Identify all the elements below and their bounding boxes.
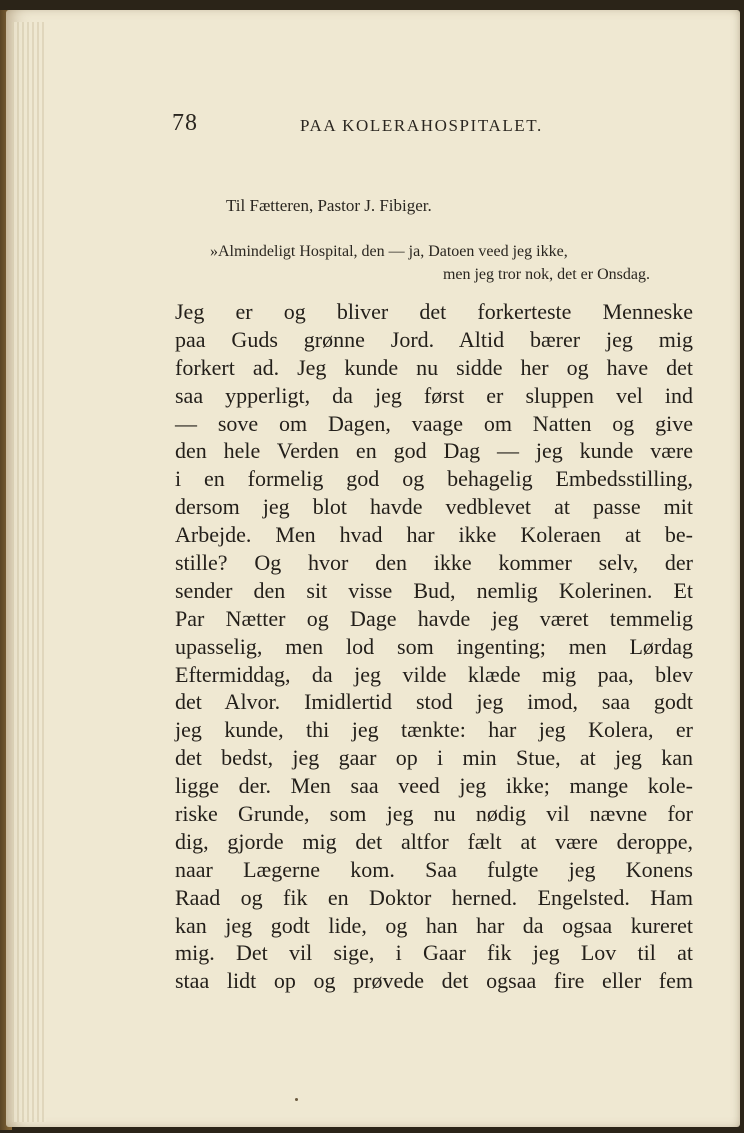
- letter-dateline: [210, 240, 692, 286]
- page-edges: [12, 22, 46, 1122]
- page-header: [172, 110, 697, 140]
- text-line: Eftermiddag, da jeg vilde klæde mig paa, blev: [175, 661, 693, 687]
- text-line: saa ypperligt, da jeg først er sluppen vel ind: [175, 382, 693, 408]
- letter-body: [175, 298, 693, 995]
- dateline-line: »Almindeligt Hospital, den — ja, Datoen veed jeg ikke,: [210, 243, 568, 260]
- text-line: det bedst, jeg gaar op i min Stue, at jeg kan: [175, 745, 693, 771]
- text-line: dig, gjorde mig det altfor fælt at være deroppe,: [175, 828, 693, 854]
- text-line: paa Guds grønne Jord. Altid bærer jeg mig: [175, 326, 693, 352]
- text-line: Raad og fik en Doktor herned. Engelsted. Ham: [175, 884, 693, 910]
- text-line: Par Nætter og Dage havde jeg været temmelig: [175, 605, 693, 631]
- text-line: dersom jeg blot havde vedblevet at passe mit: [175, 494, 693, 520]
- text-line: jeg kunde, thi jeg tænkte: har jeg Kolera, er: [175, 717, 693, 743]
- text-line: Arbejde. Men hvad har ikke Koleraen at be-: [175, 522, 693, 548]
- text-line: stille? Og hvor den ikke kommer selv, der: [175, 550, 693, 576]
- text-line: ligge der. Men saa veed jeg ikke; mange kole-: [175, 773, 693, 799]
- text-line: mig. Det vil sige, i Gaar fik jeg Lov til at: [175, 940, 693, 966]
- text-line: naar Lægerne kom. Saa fulgte jeg Konens: [175, 856, 693, 882]
- dateline-line: men jeg tror nok, det er Onsdag.: [442, 266, 650, 283]
- text-line: sender den sit visse Bud, nemlig Kolerinen. Et: [175, 577, 693, 603]
- text-line: staa lidt op og prøvede det ogsaa fire eller fem: [175, 968, 693, 994]
- print-speck: [295, 1098, 298, 1101]
- text-line: i en formelig god og behagelig Embedsstilling,: [175, 466, 693, 492]
- text-line: riske Grunde, som jeg nu nødig vil nævne for: [175, 801, 693, 827]
- letter-salutation: Til Fætteren, Pastor J. Fibiger.: [226, 196, 432, 215]
- text-line: det Alvor. Imidlertid stod jeg imod, saa godt: [175, 689, 693, 715]
- running-head: PAA KOLERAHOSPITALET.: [300, 116, 543, 135]
- text-line: Jeg er og bliver det forkerteste Menneske: [175, 299, 693, 324]
- text-line: upasselig, men lod som ingenting; men Lørdag: [175, 633, 693, 659]
- page-number: 78: [172, 110, 198, 136]
- text-line: forkert ad. Jeg kunde nu sidde her og have det: [175, 354, 693, 380]
- text-line: — sove om Dagen, vaage om Natten og give: [175, 410, 693, 436]
- text-line: kan jeg godt lide, og han har da ogsaa kureret: [175, 912, 693, 938]
- text-line: den hele Verden en god Dag — jeg kunde være: [175, 438, 693, 464]
